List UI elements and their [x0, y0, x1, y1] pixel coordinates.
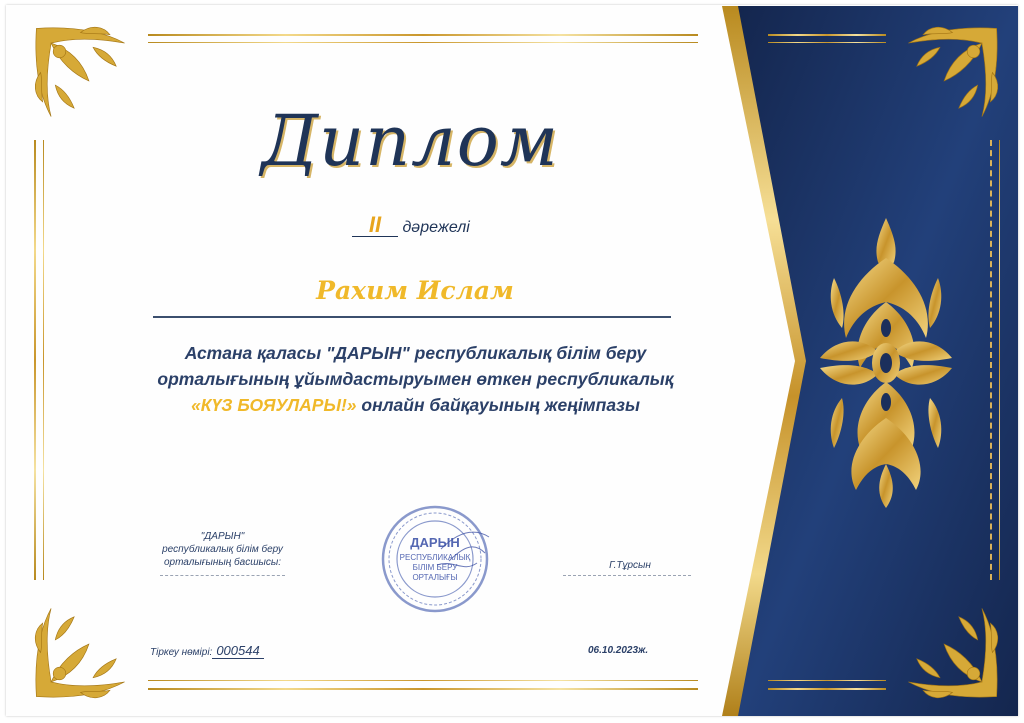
frame-left-line-inner — [43, 140, 44, 580]
award-description — [118, 340, 713, 418]
registration-number: 000544 — [212, 643, 263, 659]
degree-label: дәрежелі — [402, 219, 470, 236]
signer-left-line-1: "ДАРЫН" — [200, 531, 245, 542]
signer-left-line — [160, 575, 285, 576]
frame-top-line — [148, 34, 698, 36]
diploma-title: Диплом — [261, 100, 559, 182]
panel-top-line — [768, 34, 886, 36]
frame-bottom-line — [148, 688, 698, 690]
stamp-line-4: ОРТАЛЫҒЫ — [412, 573, 458, 582]
frame-bottom-line-inner — [148, 680, 698, 681]
description-line-2: орталығының ұйымдастыруымен өткен республикалық — [157, 369, 674, 389]
stamp-line-3: БІЛІМ БЕРУ — [412, 563, 458, 572]
degree-number: II — [352, 214, 398, 237]
signer-left — [140, 530, 305, 569]
corner-ornament-icon — [900, 20, 1005, 125]
description-line-3 — [118, 392, 713, 418]
frame-top-line-inner — [148, 42, 698, 43]
panel-right-line — [999, 140, 1000, 580]
degree-line — [352, 214, 470, 237]
damask-ornament-icon — [816, 218, 956, 508]
corner-ornament-icon — [900, 600, 1005, 705]
corner-ornament-icon — [28, 20, 133, 125]
panel-right-dash — [990, 140, 992, 580]
panel-bottom-line — [768, 688, 886, 690]
description-line-1: Астана қаласы "ДАРЫН" республикалық білім беру — [184, 343, 647, 363]
signer-right: Г.Тұрсын — [609, 560, 651, 571]
registration — [150, 643, 264, 659]
panel-bottom-line-inner — [768, 680, 886, 681]
contest-name: «КҮЗ БОЯУЛАРЫ!» — [191, 395, 357, 415]
stamp-line-1: ДАРЫН — [410, 535, 460, 550]
winner-underline — [153, 316, 671, 318]
description-line-3-suffix: онлайн байқауының жеңімпазы — [356, 395, 640, 415]
signer-right-line — [563, 575, 691, 576]
stamp-line-2: РЕСПУБЛИКАЛЫҚ — [399, 553, 471, 562]
panel-top-line-inner — [768, 42, 886, 43]
winner-name: Рахим Ислам — [316, 276, 514, 305]
issue-date: 06.10.2023ж. — [588, 645, 649, 656]
signer-left-line-2: республикалық білім беру — [162, 544, 283, 555]
frame-left-line — [34, 140, 36, 580]
stamp-icon — [377, 503, 493, 615]
registration-label: Тіркеу нөмірі: — [150, 647, 213, 658]
corner-ornament-icon — [28, 600, 133, 705]
signer-left-line-3: орталығының басшысы: — [163, 557, 282, 568]
